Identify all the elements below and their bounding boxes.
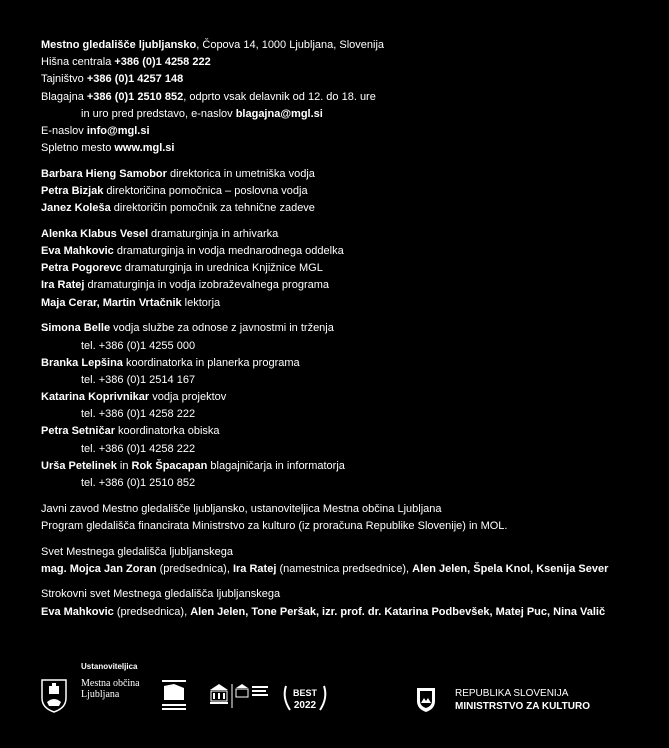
staff-phone: tel. +386 (0)1 4258 222 <box>81 442 196 455</box>
about-line: Javni zavod Mestno gledališče ljubljansko, ustanoviteljica Mestna občina Ljubljana <box>41 502 442 515</box>
dramaturgy-row: Ira Ratej dramaturginja in vodja izobraževalnega programa <box>41 279 330 292</box>
ljubljana-unesco-city-logo-icon <box>160 674 188 714</box>
expert-council-members: Eva Mahkovic (predsednica), Alen Jelen, Tone Peršak, izr. prof. dr. Katarina Podbevšek, Matej Puc, Nina Valič <box>41 605 606 618</box>
unesco-logo-icon <box>208 682 270 712</box>
contact-main-phone: Hišna centrala +386 (0)1 4258 222 <box>41 56 211 69</box>
ljubljana-coat-of-arms-icon <box>40 678 68 714</box>
slovenia-coat-of-arms-icon <box>416 687 436 713</box>
staff-row: Branka Lepšina koordinatorka in planerka programa <box>41 356 300 369</box>
dramaturgy-row: Eva Mahkovic dramaturginja in vodja mednarodnega oddelka <box>41 245 344 258</box>
dramaturgy-row: Alenka Klabus Vesel dramaturginja in arhivarka <box>41 227 279 240</box>
contact-web: Spletno mesto www.mgl.si <box>41 142 175 155</box>
contact-box-office: Blagajna +386 (0)1 2510 852, odprto vsak delavnik od 12. do 18. ure <box>41 90 376 103</box>
dramaturgy-row: Maja Cerar, Martin Vrtačnik lektorja <box>41 296 221 309</box>
staff-row: Urša Petelinek in Rok Špacapan blagajničarja in informatorja <box>41 459 345 472</box>
best-award-label: BEST <box>292 688 318 698</box>
web-link[interactable]: www.mgl.si <box>114 142 175 155</box>
best-award-year: 2022 <box>293 700 317 711</box>
staff-phone: tel. +386 (0)1 4255 000 <box>81 339 196 352</box>
about-line: Program gledališča financirata Ministrstvo za kulturo (iz proračuna Republike Slovenije) in MOL. <box>41 519 508 532</box>
staff-phone: tel. +386 (0)1 2514 167 <box>81 373 196 386</box>
management-row: Petra Bizjak direktoričina pomočnica – poslovna vodja <box>41 185 308 197</box>
email-link[interactable]: info@mgl.si <box>86 124 150 137</box>
council-title: Svet Mestnega gledališča ljubljanskega <box>41 545 234 558</box>
management-row: Janez Koleša direktoričin pomočnik za tehnične zadeve <box>41 202 315 215</box>
staff-phone: tel. +386 (0)1 2510 852 <box>81 477 196 489</box>
contact-box-office-2: in uro pred predstavo, e-naslov blagajna@mgl.si <box>81 107 323 120</box>
box-office-email-link[interactable]: blagajna@mgl.si <box>235 107 323 120</box>
dramaturgy-row: Petra Pogorevc dramaturginja in urednica Knjižnice MGL <box>41 262 323 275</box>
founder-label: Ustanoviteljica <box>81 662 138 671</box>
contact-secretariat: Tajništvo +386 (0)1 4257 148 <box>41 73 184 86</box>
best-2022-award-logo-icon <box>280 678 330 716</box>
contact-email: E-naslov info@mgl.si <box>41 124 150 137</box>
staff-row: Katarina Koprivnikar vodja projektov <box>41 391 227 404</box>
colophon <box>41 37 661 621</box>
staff-row: Petra Setničar koordinatorka obiska <box>41 425 220 438</box>
contact-address: Mestno gledališče ljubljansko, Čopova 14, 1000 Ljubljana, Slovenija <box>41 39 385 51</box>
expert-council-title: Strokovni svet Mestnega gledališča ljubljanskega <box>41 588 281 601</box>
staff-row: Simona Belle vodja službe za odnose z javnostmi in trženja <box>41 322 334 335</box>
ministry-of-culture-logo-text: REPUBLIKA SLOVENIJA MINISTRSTVO ZA KULTURO <box>455 688 590 712</box>
footer-logos <box>0 660 669 740</box>
management-row: Barbara Hieng Samobor direktorica in umetniška vodja <box>41 167 315 180</box>
council-members: mag. Mojca Jan Zoran (predsednica), Ira Ratej (namestnica predsednice), Alen Jelen, Špela Knol, Ksenija Sever <box>41 562 609 575</box>
staff-phone: tel. +386 (0)1 4258 222 <box>81 408 196 421</box>
mol-logo-text: Mestna občina Ljubljana <box>81 678 140 700</box>
